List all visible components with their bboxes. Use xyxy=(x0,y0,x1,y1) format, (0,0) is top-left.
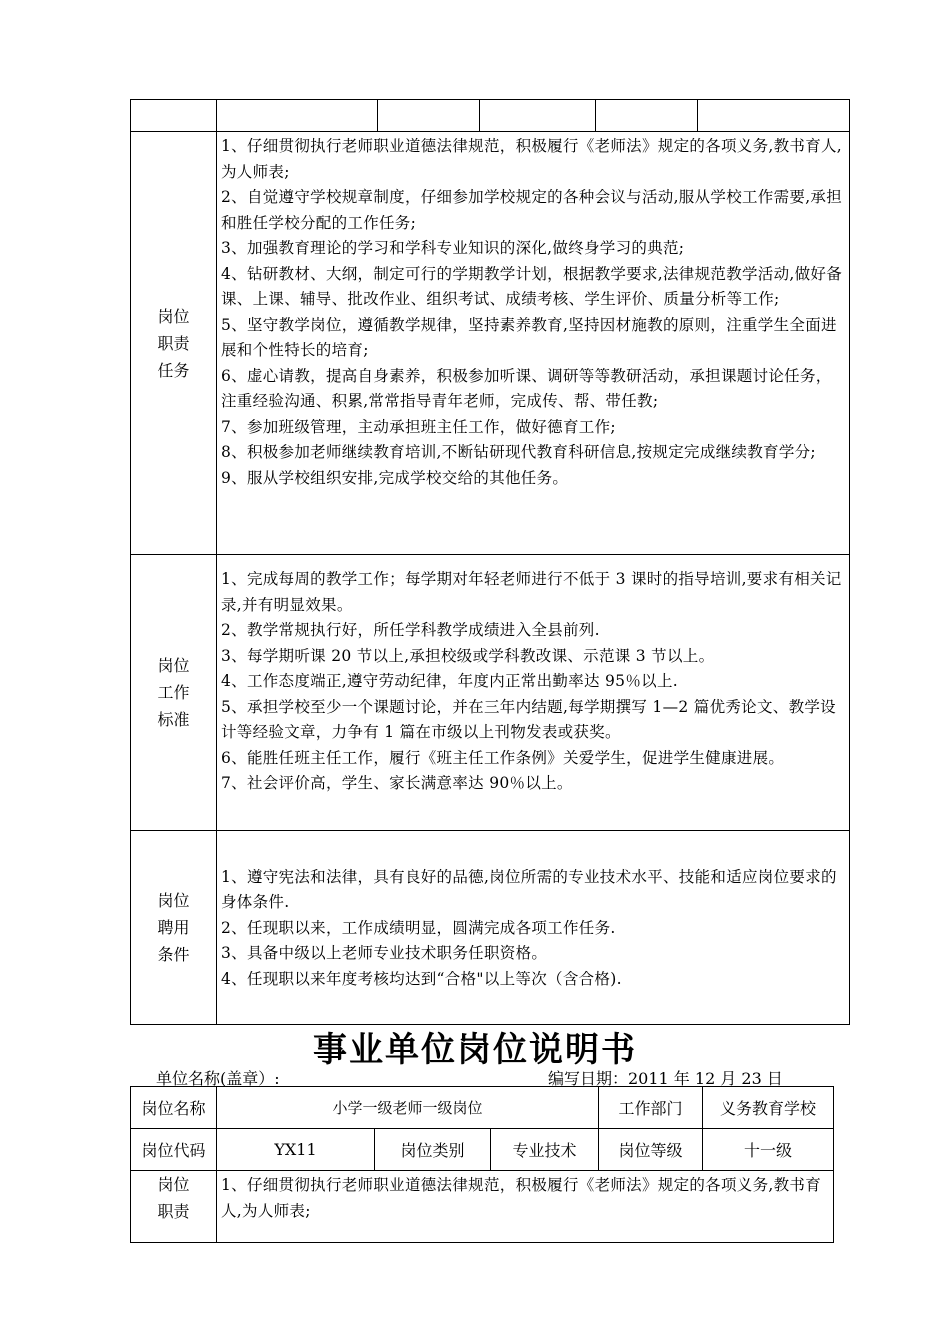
label-line: 岗位 xyxy=(157,891,190,910)
duty-item: 7、参加班级管理，主动承担班主任工作，做好德育工作; xyxy=(221,417,616,436)
standards-label xyxy=(131,555,217,831)
conditions-content xyxy=(217,831,850,1025)
duty-item: 5、坚守教学岗位，遵循教学规律，坚持素养教育,坚持因材施教的原则，注重学生全面进展和个性特长的培育; xyxy=(221,315,837,359)
empty-row xyxy=(131,100,850,132)
standard-item: 6、能胜任班主任工作，履行《班主任工作条例》关爱学生，促进学生健康进展。 xyxy=(221,748,785,767)
label-line: 职责 xyxy=(157,1202,190,1221)
empty-cell xyxy=(131,100,217,132)
label-line: 聘用 xyxy=(157,918,190,937)
condition-item: 4、任现职以来年度考核均达到“合格"以上等次（含合格). xyxy=(221,969,622,988)
label-line: 任务 xyxy=(157,360,190,380)
standard-item: 1、完成每周的教学工作；每学期对年轻老师进行不低于 3 课时的指导培训,要求有相关记录,并有明显效果。 xyxy=(221,570,842,614)
duty-item: 4、钻研教材、大纲，制定可行的学期教学计划，根据教学要求,法律规范教学活动,做好备课、上课、辅导、批改作业、组织考试、成绩考核、学生评价、质量分析等工作; xyxy=(221,264,843,308)
empty-cell xyxy=(596,100,698,132)
standards-row xyxy=(131,555,850,831)
duty-item: 8、积极参加老师继续教育培训,不断钻研现代教育科研信息,按规定完成继续教育学分; xyxy=(221,443,816,461)
standard-item: 4、工作态度端正,遵守劳动纪律，年度内正常出勤率达 95％以上. xyxy=(221,672,678,690)
empty-cell xyxy=(217,100,378,132)
duties-content xyxy=(217,132,850,555)
conditions-label xyxy=(131,831,217,1025)
standard-item: 3、每学期听课 20 节以上,承担校级或学科教改课、示范课 3 节以上。 xyxy=(221,646,715,665)
date-label: 编写日期：2011 年 12 月 23 日 xyxy=(548,1069,783,1088)
duty-item: 3、加强教育理论的学习和学科专业知识的深化,做终身学习的典范; xyxy=(221,239,685,257)
standard-item: 5、承担学校至少一个课题讨论，并在三年内结题,每学期撰写 1—2 篇优秀论文、教学设计等经验文章，力争有 1 篇在市级以上刊物发表或获奖。 xyxy=(221,697,836,741)
info-row-2 xyxy=(131,1129,834,1171)
info-row-1 xyxy=(131,1087,834,1129)
duties-label-2 xyxy=(131,1171,217,1243)
condition-item: 1、遵守宪法和法律，具有良好的品德,岗位所需的专业技术水平、技能和适应岗位要求的身体条件. xyxy=(221,867,837,912)
dept-label: 工作部门 xyxy=(599,1087,703,1129)
condition-item: 3、具备中级以上老师专业技术职务任职资格。 xyxy=(221,944,548,963)
duty-item: 1、仔细贯彻执行老师职业道德法律规范，积极履行《老师法》规定的各项义务,教书育人,为人师表; xyxy=(221,137,843,181)
label-line: 标准 xyxy=(157,710,190,729)
post-code-label: 岗位代码 xyxy=(131,1129,217,1171)
duty-item: 2、自觉遵守学校规章制度，仔细参加学校规定的各种会议与活动,服从学校工作需要,承担和胜任学校分配的工作任务; xyxy=(221,188,843,232)
empty-cell xyxy=(480,100,596,132)
standard-item: 2、教学常规执行好，所任学科教学成绩进入全县前列. xyxy=(221,621,600,639)
standards-content xyxy=(217,555,850,831)
duty-first-item: 1、仔细贯彻执行老师职业道德法律规范，积极履行《老师法》规定的各项义务,教书育人,为人师表; xyxy=(217,1171,834,1243)
level-value: 十一级 xyxy=(703,1129,834,1171)
conditions-row xyxy=(131,831,850,1025)
level-label: 岗位等级 xyxy=(599,1129,703,1171)
condition-item: 2、任现职以来，工作成绩明显，圆满完成各项工作任务. xyxy=(221,918,616,937)
dept-value: 义务教育学校 xyxy=(703,1087,834,1129)
empty-cell xyxy=(378,100,480,132)
duties-row xyxy=(131,132,850,555)
unit-name-label: 单位名称(盖章）: xyxy=(156,1069,280,1088)
duty-item: 6、虚心请教，提高自身素养，积极参加听课、调研等等教研活动，承担课题讨论任务，注重经验沟通、积累,常常指导青年老师，完成传、帮、带任教; xyxy=(221,366,832,410)
page-title: 事业单位岗位说明书 xyxy=(313,1030,637,1070)
post-name-label: 岗位名称 xyxy=(131,1087,217,1129)
duties-label xyxy=(131,132,217,555)
label-line: 职责 xyxy=(157,333,190,353)
label-line: 工作 xyxy=(157,683,190,702)
label-line: 岗位 xyxy=(157,306,190,326)
label-line: 岗位 xyxy=(157,1175,190,1194)
post-name-value: 小学一级老师一级岗位 xyxy=(217,1087,599,1129)
info-row-3 xyxy=(131,1171,834,1243)
category-label: 岗位类别 xyxy=(375,1129,491,1171)
standard-item: 7、社会评价高，学生、家长满意率达 90％以上。 xyxy=(221,774,573,792)
empty-cell xyxy=(698,100,850,132)
post-code-value: YX11 xyxy=(217,1129,375,1171)
info-table xyxy=(130,1086,834,1243)
continued-table xyxy=(130,99,850,1025)
label-line: 岗位 xyxy=(157,656,190,675)
label-line: 条件 xyxy=(157,945,190,964)
category-value: 专业技术 xyxy=(491,1129,599,1171)
duty-item: 9、服从学校组织安排,完成学校交给的其他任务。 xyxy=(221,468,569,487)
